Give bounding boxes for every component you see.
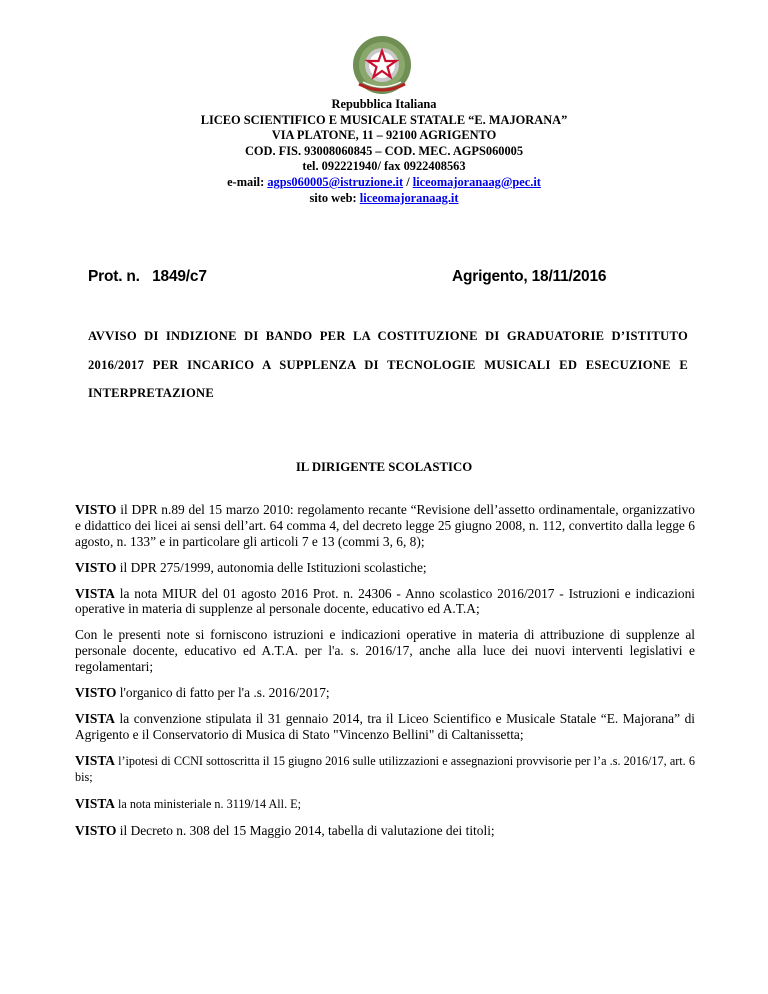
school-website-line (0, 191, 768, 207)
email-label: e-mail: (227, 174, 265, 189)
paragraph-lead: VISTO (75, 823, 117, 839)
body-text (75, 502, 695, 849)
paragraph-text: la nota ministeriale n. 3119/14 All. E; (114, 797, 301, 812)
school-email-line (0, 175, 768, 191)
paragraph-text: il DPR 275/1999, autonomia delle Istituzioni scolastiche; (116, 559, 427, 575)
school-codes: COD. FIS. 93008060845 – COD. MEC. AGPS060005 (244, 143, 524, 158)
website-label: sito web: (309, 190, 357, 205)
paragraph-lead: VISTO (75, 684, 117, 700)
repubblica-italiana-emblem (351, 34, 413, 96)
paragraph (75, 753, 695, 787)
letterhead-country: Repubblica Italiana (331, 97, 437, 111)
paragraph-text: il DPR n.89 del 15 marzo 2010: regolamento recante “Revisione dell’assetto ordinamentale, organizzativo e didattico dei licei ai sensi dell’art. 64 comma 4, del decreto legge 25 giugno 2008, n. 112, convertito dalla legge 6 agosto, n. 133” e in particolare gli articoli 7 e 13 (commi 3, 6, 8); (75, 502, 695, 549)
protocol-number: Prot. n. 1849/c7 (88, 268, 207, 285)
letterhead (0, 97, 768, 206)
paragraph-lead: VISTA (75, 752, 115, 768)
paragraph-lead: VISTA (75, 796, 115, 812)
paragraph-text: la convenzione stipulata il 31 gennaio 2014, tra il Liceo Scientifico e Musicale Statale “E. Majorana” di Agrigento e il Conservatorio di Musica di Stato "Vincenzo Bellini" di Caltanissetta; (75, 710, 695, 742)
paragraph-text: Con le presenti note si forniscono istruzioni e indicazioni operative in materia di attribuzione di supplenze al personale docente, educativo ed A.T.A. per l'a. s. 2016/17, anche alla luce dei nuovi interventi legislativi e regolamentari; (75, 627, 695, 674)
paragraph-lead: VISTO (75, 502, 117, 517)
paragraph-text: il Decreto n. 308 del 15 Maggio 2014, tabella di valutazione dei titoli; (116, 823, 495, 839)
email-separator: / (403, 174, 413, 189)
subject-heading: AVVISO DI INDIZIONE DI BANDO PER LA COSTITUZIONE DI GRADUATORIE D’ISTITUTO 2016/2017 PER INCARICO A SUPPLENZA DI TECNOLOGIE MUSICALI ED ESECUZIONE E INTERPRETAZIONE (88, 329, 688, 400)
school-phone-fax: tel. 092221940/ fax 0922408563 (302, 159, 466, 174)
paragraph (75, 823, 695, 839)
paragraph-text: l’ipotesi di CCNI sottoscritta il 15 giugno 2016 sulle utilizzazioni e assegnazioni provvisorie per l’a .s. 2016/17, art. 6 bis; (75, 753, 695, 785)
signatory-heading: IL DIRIGENTE SCOLASTICO (295, 460, 473, 474)
paragraph (75, 796, 695, 813)
paragraph-text: la nota MIUR del 01 agosto 2016 Prot. n. 24306 - Anno scolastico 2016/2017 - Istruzioni e indicazioni operative in materia di supplenze al personale docente, educativo ed A.T.A; (75, 585, 695, 617)
paragraph (75, 502, 695, 549)
email-link-istruzione[interactable]: agps060005@istruzione.it (267, 174, 404, 189)
paragraph (75, 711, 695, 743)
paragraph-text: l'organico di fatto per l'a .s. 2016/2017; (116, 684, 330, 700)
paragraph-lead: VISTA (75, 585, 115, 601)
paragraph (75, 627, 695, 674)
school-address: VIA PLATONE, 11 – 92100 AGRIGENTO (271, 128, 497, 143)
email-link-pec[interactable]: liceomajoranaag@pec.it (412, 174, 541, 189)
school-name: LICEO SCIENTIFICO E MUSICALE STATALE “E. MAJORANA” (200, 112, 568, 127)
paragraph-lead: VISTA (75, 710, 115, 726)
paragraph-lead: VISTO (75, 559, 117, 575)
paragraph (75, 586, 695, 618)
paragraph (75, 560, 695, 576)
website-link[interactable]: liceomajoranaag.it (359, 190, 459, 205)
paragraph (75, 685, 695, 701)
place-and-date: Agrigento, 18/11/2016 (452, 268, 607, 285)
